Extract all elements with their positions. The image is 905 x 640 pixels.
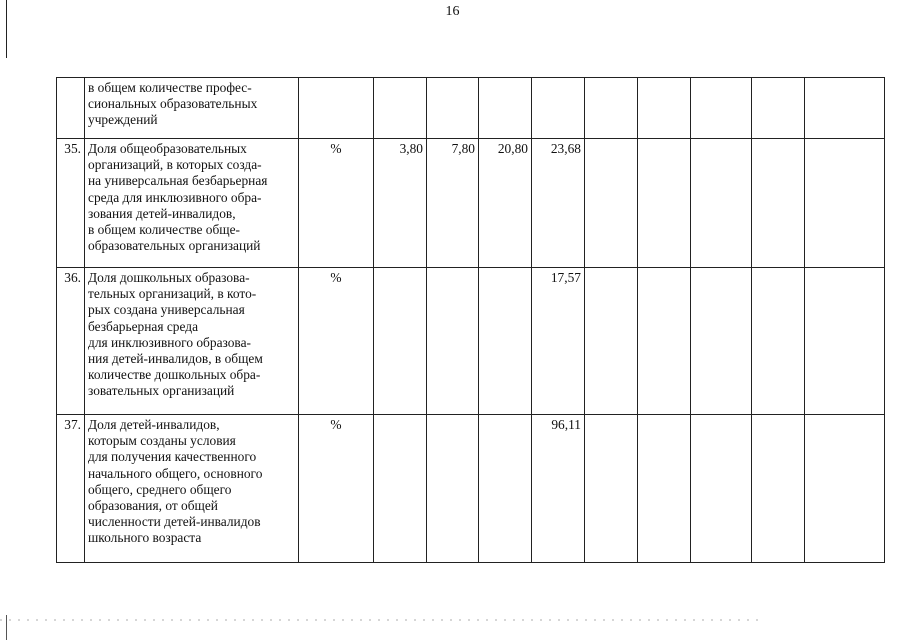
row-number: [57, 78, 85, 139]
scan-artifact: [0, 619, 760, 621]
scan-edge-line: [6, 0, 7, 58]
unit-cell: %: [299, 415, 374, 563]
value-cell: [805, 415, 885, 563]
value-cell: 17,57: [532, 268, 585, 415]
value-cell: [638, 268, 691, 415]
value-cell: [805, 139, 885, 268]
value-cell: 3,80: [374, 139, 427, 268]
value-cell: [752, 78, 805, 139]
unit-cell: %: [299, 268, 374, 415]
value-cell: [374, 268, 427, 415]
value-cell: [585, 78, 638, 139]
indicator-name: Доля дошкольных образова- тельных организаций, в кото- рых создана универсальная безбарьерная среда для инклюзивного образова- ния детей-инвалидов, в общем количестве дошкольных обра- зовательных организаций: [85, 268, 299, 415]
value-cell: [691, 78, 752, 139]
indicator-name: в общем количестве профес- сиональных образовательных учреждений: [85, 78, 299, 139]
value-cell: [805, 78, 885, 139]
value-cell: [479, 415, 532, 563]
value-cell: [585, 415, 638, 563]
page-number: 16: [445, 4, 460, 19]
value-cell: [691, 268, 752, 415]
value-cell: [585, 139, 638, 268]
value-cell: [691, 139, 752, 268]
row-number: 35.: [57, 139, 85, 268]
indicators-table: [56, 77, 885, 563]
value-cell: [638, 415, 691, 563]
value-cell: [374, 78, 427, 139]
value-cell: [752, 415, 805, 563]
value-cell: [638, 78, 691, 139]
table-row: [57, 139, 885, 268]
value-cell: [638, 139, 691, 268]
value-cell: [585, 268, 638, 415]
value-cell: 20,80: [479, 139, 532, 268]
value-cell: [374, 415, 427, 563]
value-cell: [479, 268, 532, 415]
value-cell: [752, 268, 805, 415]
table-row: [57, 268, 885, 415]
value-cell: [805, 268, 885, 415]
table-row: [57, 415, 885, 563]
value-cell: [427, 78, 479, 139]
unit-cell: %: [299, 139, 374, 268]
indicator-name: Доля детей-инвалидов, которым созданы условия для получения качественного начального общего, основного общего, среднего общего образования, от общей численности детей-инвалидов школьного возраста: [85, 415, 299, 563]
row-number: 37.: [57, 415, 85, 563]
value-cell: [427, 415, 479, 563]
indicator-name: Доля общеобразовательных организаций, в которых созда- на универсальная безбарьерная среда для инклюзивного обра- зования детей-инвалидов, в общем количестве обще- образовательных организаций: [85, 139, 299, 268]
value-cell: [691, 415, 752, 563]
value-cell: [479, 78, 532, 139]
unit-cell: [299, 78, 374, 139]
value-cell: 7,80: [427, 139, 479, 268]
row-number: 36.: [57, 268, 85, 415]
value-cell: [427, 268, 479, 415]
value-cell: [752, 139, 805, 268]
value-cell: 23,68: [532, 139, 585, 268]
value-cell: [532, 78, 585, 139]
value-cell: 96,11: [532, 415, 585, 563]
table-row: [57, 78, 885, 139]
